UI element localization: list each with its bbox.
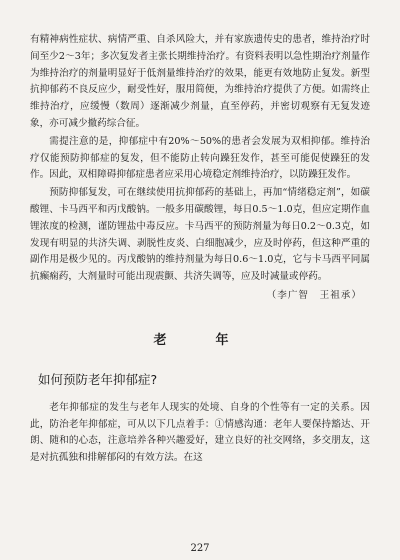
article-subtitle: 如何预防老年抑郁症? [38,371,158,387]
author-credit: （李广智 王祖承） [266,289,362,301]
paragraph-4: 老年抑郁症的发生与老年人现实的处境、自身的个性等有一定的关系。因此，防治老年抑郁症，可从以下几点着手：①情感沟通：老年人要保持豁达、开朗、随和的心态，注意培养各种兴趣爱好，建立良好的社交网络，多交朋友，这是对抗孤独和排解郁闷的有效方法。在这 [30,401,370,464]
paragraph-2: 需提注意的是，抑郁症中有20%～50%的患者会发展为双相抑郁。维持治疗仅能预防抑郁症的复发，但不能防止转向躁狂发作，甚至可能促使躁狂的发作。因此，双相障碍抑郁症患者应采用心境稳定剂维持治疗，以防躁狂发作。 [30,135,370,181]
paragraph-3: 预防抑郁复发，可在继续使用抗抑郁药的基础上，再加“情绪稳定剂”，如碳酸锂、卡马西平和丙戊酸钠。一般多用碳酸锂，每日0.5～1.0克，但应定期作血锂浓度的检测，谨防锂盐中毒反应。卡马西平的预防剂量为每日0.2～0.3克，如发现有明显的共济失调、剥脱性皮炎、白细胞减少，应及时停药，但这种严重的副作用是极少见的。丙戊酸钠的维持剂量为每日0.6～1.0克，它与卡马西平同属抗癫痫药，大剂量时可能出现震颤、共济失调等，应及时减量或停药。 [30,187,370,283]
page-body [30,32,370,467]
section-title: 老 年 [153,332,247,348]
page-number: 227 [190,543,210,554]
paragraph-1: 有精神病性症状、病情严重、自杀风险大，并有家族遗传史的患者，维持治疗时间至少2～3年；多次复发者主张长期维持治疗。有资料表明以急性期治疗剂量作为维持治疗的剂量明显好于低剂量维持治疗的效果，能更有效地防止复发。新型抗抑郁药不良反应少，耐受性好，服用简便，为维持治疗提供了方便。如需终止维持治疗，应缓慢（数周）逐渐减少剂量，直至停药，并密切观察有无复发迹象，亦可减少撤药综合征。 [30,34,370,129]
